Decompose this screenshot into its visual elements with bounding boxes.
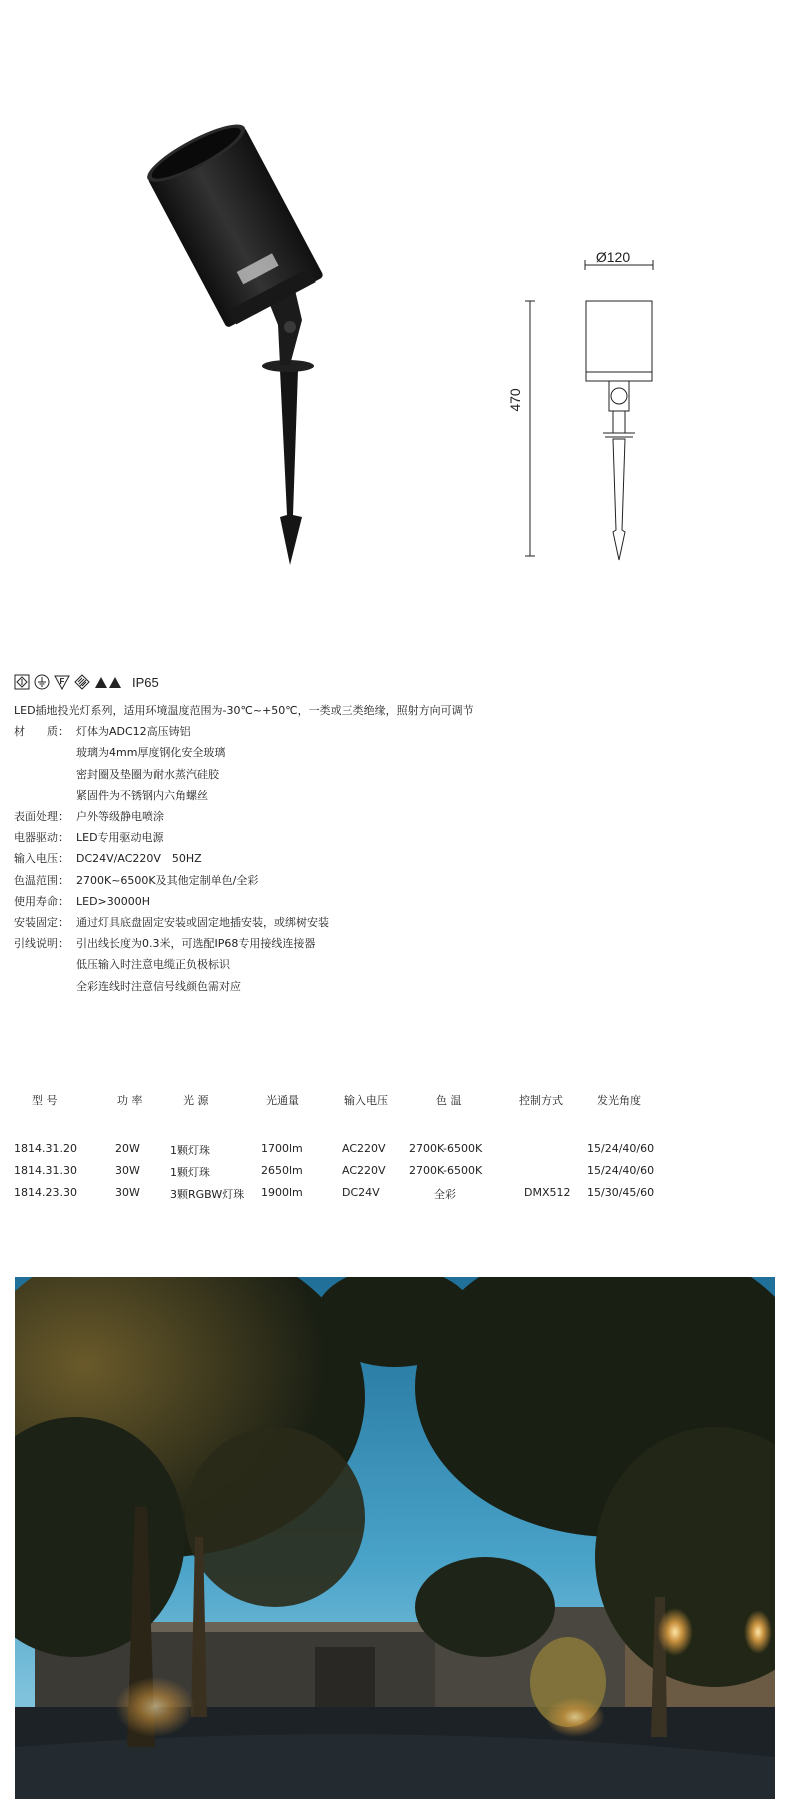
spec-block: [14, 700, 574, 997]
product-photo: [130, 115, 390, 575]
spec-row: 输入电压： DC24V/AC220V 50HZ: [14, 852, 202, 866]
dimension-drawing: [505, 250, 705, 570]
spec-row: 低压输入时注意电缆正负极标识: [76, 958, 230, 972]
spec-row: 使用寿命： LED>30000H: [14, 894, 151, 908]
ip-rating: IP65: [132, 674, 159, 690]
header-model: 型 号: [32, 1094, 58, 1107]
header-source: 光 源: [183, 1094, 209, 1107]
table-header-row: [14, 1092, 734, 1142]
ground-icon: [34, 674, 50, 690]
table-row: 1814.31.30 30W 1颗灯珠 2650lm AC220V 2700K-6500K 15/24/40/60: [14, 1164, 655, 1179]
application-scene-photo: [15, 1277, 775, 1799]
svg-text:F: F: [59, 677, 65, 686]
spec-row: 材 质： 灯体为ADC12高压铸铝: [14, 725, 191, 739]
spec-intro: LED插地投光灯系列，适用环境温度范围为-30℃~+50℃，一类或三类绝缘，照射方向可调节: [14, 704, 474, 717]
diamond-hatch-icon: [74, 674, 90, 690]
height-label: 470: [507, 388, 523, 412]
header-control: 控制方式: [519, 1094, 563, 1107]
spec-row: 全彩连线时注意信号线颜色需对应: [76, 979, 241, 993]
header-cct: 色 温: [436, 1094, 462, 1107]
spec-row: 表面处理： 户外等级静电喷涂: [14, 810, 164, 824]
triangle-warning-icons: [94, 674, 122, 690]
f-mark-icon: [54, 674, 70, 690]
certification-row: [14, 673, 159, 691]
spec-row: 安装固定： 通过灯具底盘固定安装或固定地插安装，或绑树安装: [14, 916, 329, 930]
table-row: 1814.23.30 30W 3颗RGBW灯珠 1900lm DC24V 全彩 DMX512 15/30/45/60: [14, 1186, 655, 1201]
spec-row: 密封圈及垫圈为耐水蒸汽硅胶: [76, 767, 219, 781]
header-power: 功 率: [117, 1094, 143, 1107]
class-ii-insulation-icon: [14, 674, 30, 690]
spec-row: 玻璃为4mm厚度钢化安全玻璃: [76, 746, 226, 760]
spec-row: 引线说明： 引出线长度为0.3米，可选配IP68专用接线连接器: [14, 937, 316, 951]
spec-row: 色温范围： 2700K~6500K及其他定制单色/全彩: [14, 873, 259, 887]
diameter-label: Ø120: [595, 250, 631, 265]
spec-row: 电器驱动： LED专用驱动电源: [14, 831, 164, 845]
spec-row: 紧固件为不锈钢内六角螺丝: [76, 788, 208, 802]
header-voltage: 输入电压: [344, 1094, 388, 1107]
model-table: [14, 1092, 734, 1208]
header-flux: 光通量: [266, 1094, 299, 1107]
header-beam: 发光角度: [597, 1094, 641, 1107]
table-row: 1814.31.20 20W 1颗灯珠 1700lm AC220V 2700K-6500K 15/24/40/60: [14, 1142, 655, 1157]
